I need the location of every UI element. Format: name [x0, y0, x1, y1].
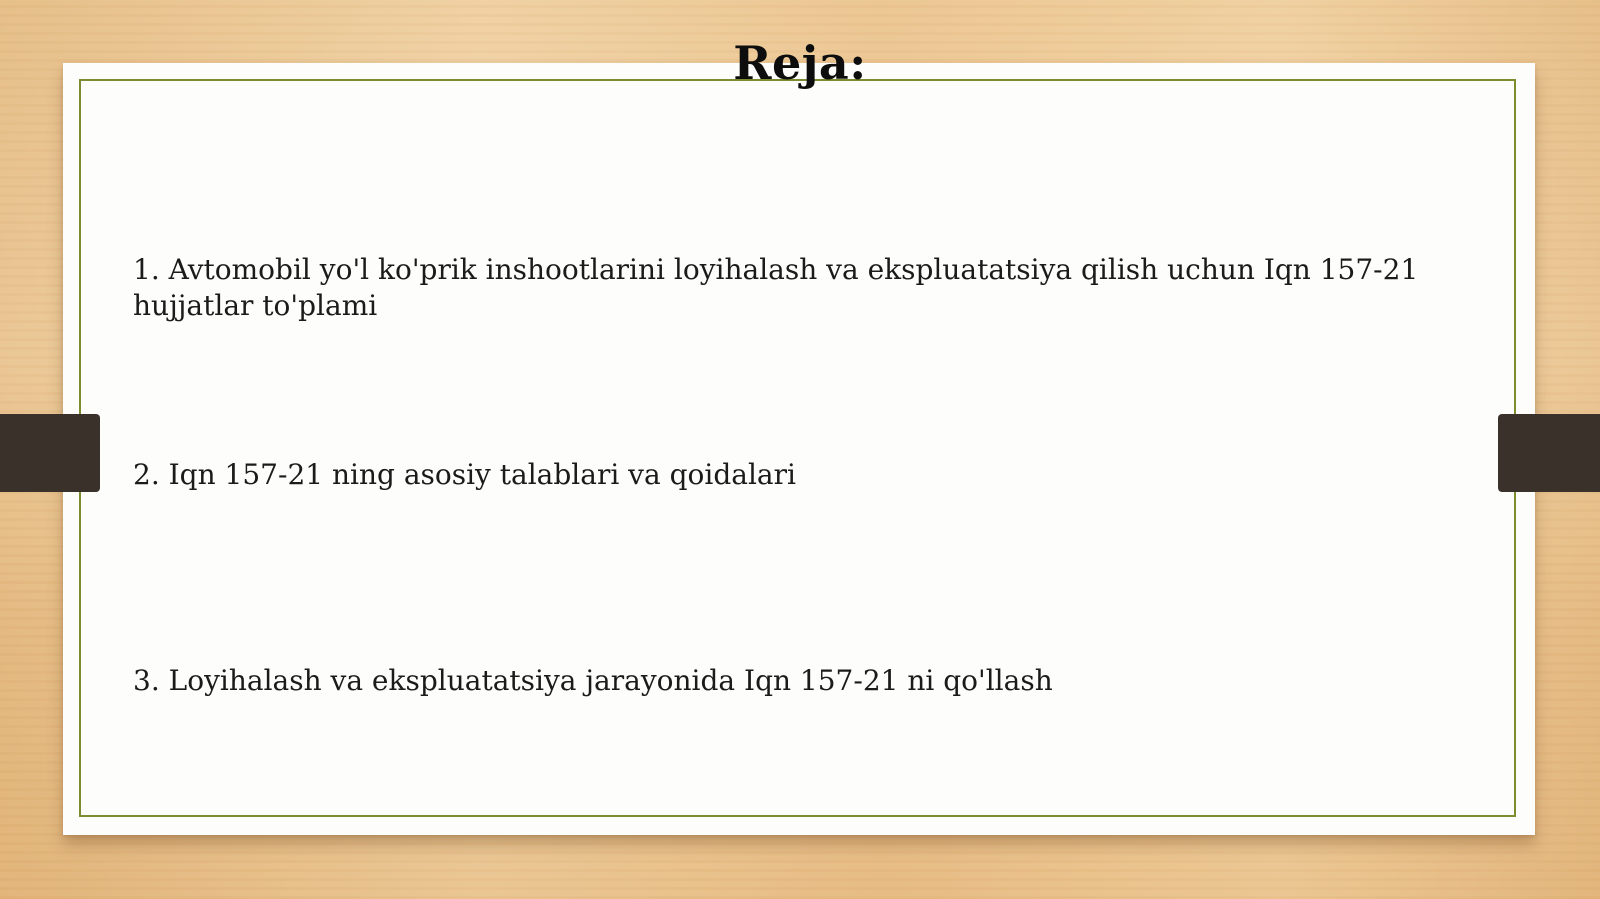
left-tab-decoration [0, 414, 100, 492]
plan-item-3: 3. Loyihalash va ekspluatatsiya jarayonida Iqn 157-21 ni qo'llash [133, 664, 1053, 697]
slide-title: Reja: [733, 36, 867, 90]
right-tab-decoration [1498, 414, 1600, 492]
plan-item-1: 1. Avtomobil yo'l ko'prik inshootlarini loyihalash va ekspluatatsiya qilish uchun Iqn 157-21 hujjatlar to'plami [133, 253, 1419, 322]
plan-item-2: 2. Iqn 157-21 ning asosiy talablari va qoidalari [133, 458, 796, 491]
slide-frame [79, 79, 1516, 817]
